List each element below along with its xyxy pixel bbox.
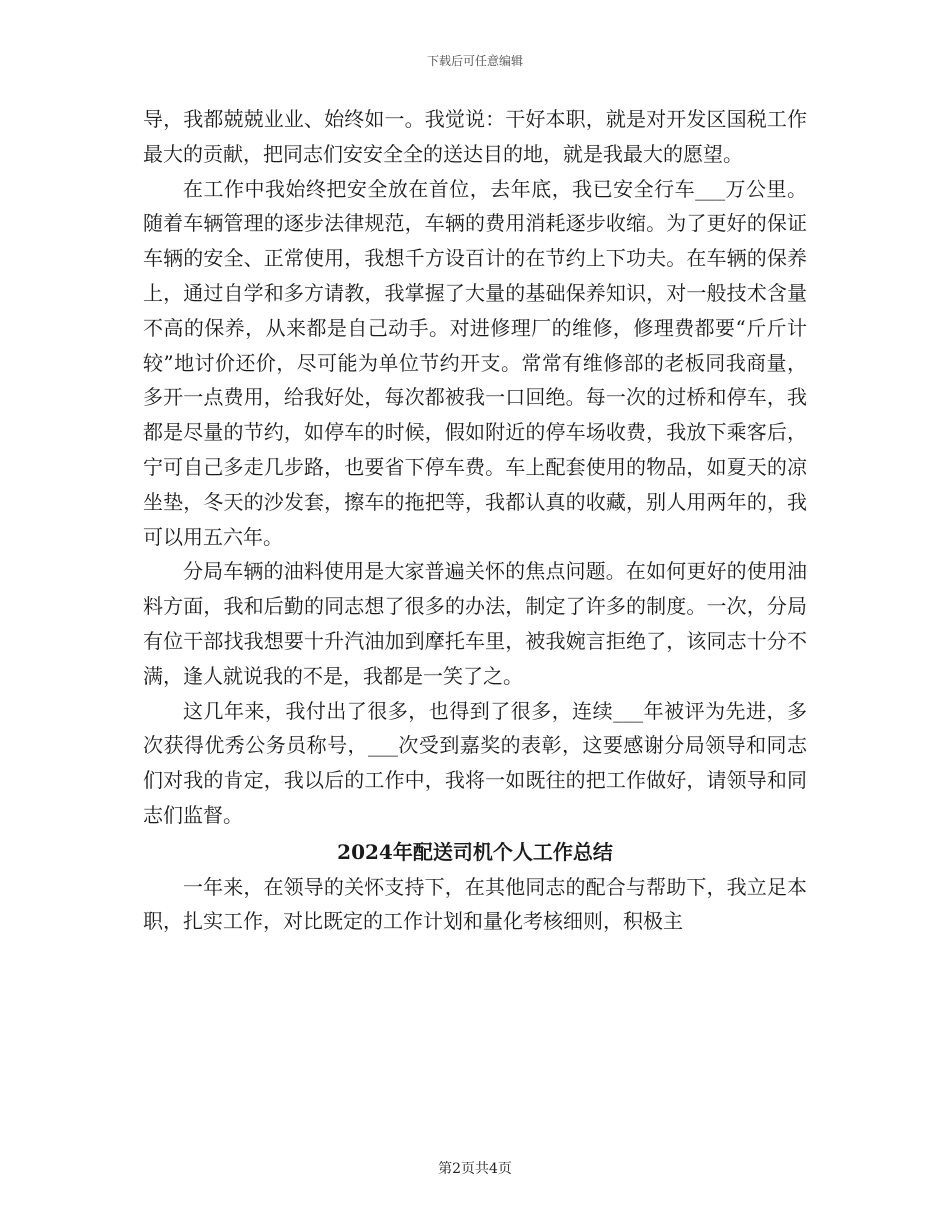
paragraph-summary-intro: 一年来，在领导的关怀支持下，在其他同志的配合与帮助下，我立足本职，扎实工作，对比既定的工作计划和量化考核细则，积极主: [143, 874, 807, 934]
paragraph-achievements: 这几年来，我付出了很多，也得到了很多，连续___年被评为先进，多次获得优秀公务员称号，___次受到嘉奖的表彰，这要感谢分局领导和同志们对我的肯定，我以后的工作中，我将一如既往的把工作做好，请领导和同志们监督。: [143, 698, 807, 827]
document-body: [143, 102, 807, 939]
page-number: 第2页共4页: [438, 1161, 512, 1177]
paragraph-fuel: 分局车辆的油料使用是大家普遍关怀的焦点问题。在如何更好的使用油料方面，我和后勤的同志想了很多的办法，制定了许多的制度。一次，分局有位干部找我想要十升汽油加到摩托车里，被我婉言拒绝了，该同志十分不满，逢人就说我的不是，我都是一笑了之。: [143, 559, 807, 688]
section-title: 2024年配送司机个人工作总结: [337, 839, 613, 864]
paragraph-continuation: 导，我都兢兢业业、始终如一。我觉说：干好本职，就是对开发区国税工作最大的贡献，把同志们安安全全的送达目的地，就是我最大的愿望。: [143, 107, 807, 166]
paragraph-safety: 在工作中我始终把安全放在首位，去年底，我已安全行车___万公里。随着车辆管理的逐步法律规范，车辆的费用消耗逐步收缩。为了更好的保证车辆的安全、正常使用，我想千方设百计的在节约上下功夫。在车辆的保养上，通过自学和多方请教，我掌握了大量的基础保养知识，对一般技术含量不高的保养，从来都是自己动手。对进修理厂的维修，修理费都要“斤斤计较”地讨价还价，尽可能为单位节约开支。常常有维修部的老板同我商量，多开一点费用，给我好处，每次都被我一口回绝。每一次的过桥和停车，我都是尽量的节约，如停车的时候，假如附近的停车场收费，我放下乘客后，宁可自己多走几步路，也要省下停车费。车上配套使用的物品，如夏天的凉坐垫，冬天的沙发套，擦车的拖把等，我都认真的收藏，别人用两年的，我可以用五六年。: [143, 176, 807, 549]
page-header-note: 下载后可任意编辑: [426, 54, 523, 68]
